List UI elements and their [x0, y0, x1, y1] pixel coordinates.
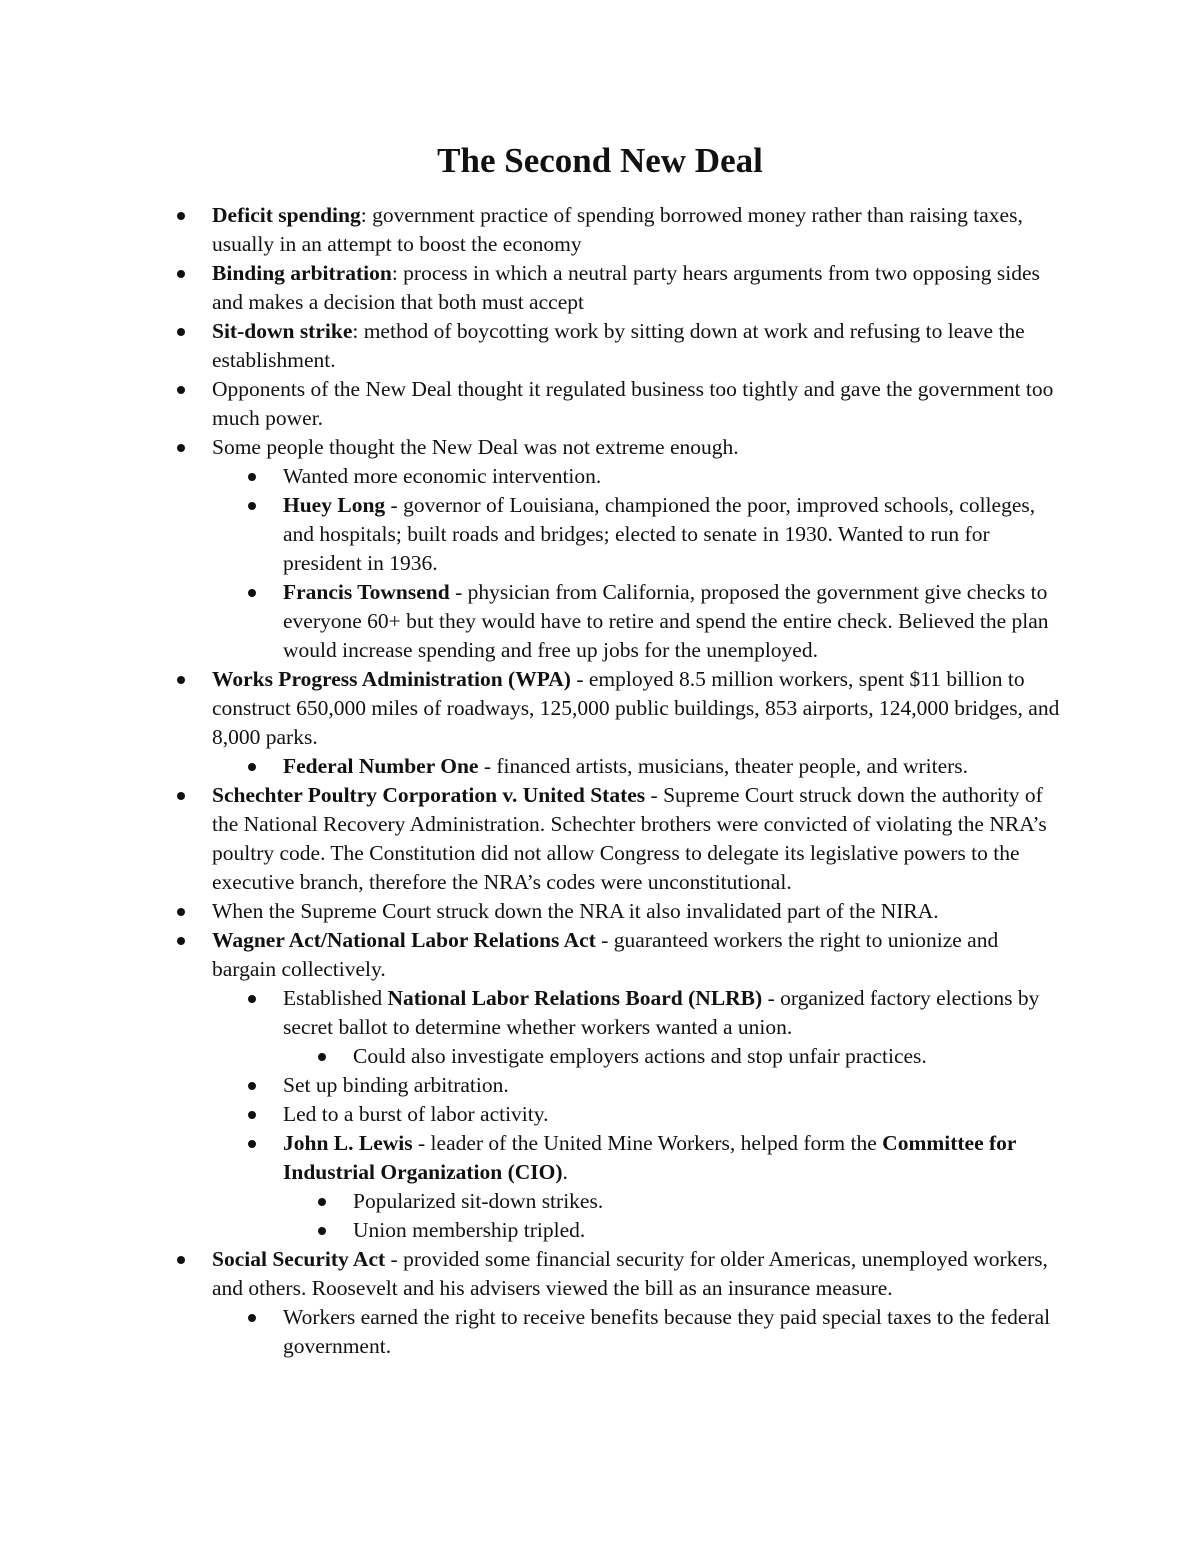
list-item — [283, 462, 1063, 491]
item-text: Set up binding arbitration. — [283, 1073, 509, 1097]
key-term: National Labor Relations Board (NLRB) — [387, 986, 763, 1010]
list-item — [283, 1071, 1063, 1100]
list-item — [212, 201, 1062, 259]
list-item — [353, 1216, 1053, 1245]
key-term: John L. Lewis — [283, 1131, 413, 1155]
item-text: Union membership tripled. — [353, 1218, 586, 1242]
key-term: Deficit spending — [212, 203, 361, 227]
item-text: Wanted more economic intervention. — [283, 464, 602, 488]
list-item — [283, 752, 1063, 781]
item-text: - financed artists, musicians, theater people, and writers. — [478, 754, 969, 778]
key-term: Schechter Poultry Corporation v. United States — [212, 783, 646, 807]
page-title: The Second New Deal — [437, 141, 763, 180]
item-text: When the Supreme Court struck down the NRA it also invalidated part of the NIRA. — [212, 899, 939, 923]
key-term: Committee for Industrial Organization (CIO) — [283, 1131, 1017, 1184]
list-item — [212, 375, 1062, 433]
item-text: - employed 8.5 million workers, spent $11 billion to construct 650,000 miles of roadways, 125,000 public buildings, 853 airports, 124,000 bridges, and 8,000 parks. — [212, 667, 1060, 749]
list-item — [212, 317, 1062, 375]
notes-bullet-list — [0, 201, 1200, 1361]
item-text: . — [562, 1160, 568, 1184]
item-text: Some people thought the New Deal was not extreme enough. — [212, 435, 739, 459]
list-item — [283, 578, 1063, 665]
item-text: - leader of the United Mine Workers, helped form the — [412, 1131, 883, 1155]
list-item — [353, 1187, 1053, 1216]
item-text: - Supreme Court struck down the authority of the National Recovery Administration. Schechter brothers were convicted of violating the NRA’s poultry code. The Constitution did not allow Congress to delegate its legislative powers to the executive branch, therefore the NRA’s codes were unconstitutional. — [212, 783, 1047, 894]
list-item — [283, 491, 1063, 578]
item-text: Workers earned the right to receive benefits because they paid special taxes to the federal government. — [283, 1305, 1051, 1358]
item-text: - provided some financial security for older Americas, unemployed workers, and others. Roosevelt and his advisers viewed the bill as an insurance measure. — [212, 1247, 1048, 1300]
list-item — [212, 781, 1062, 897]
list-item — [283, 984, 1063, 1042]
list-item — [212, 665, 1062, 752]
key-term: Binding arbitration — [212, 261, 392, 285]
key-term: Sit-down strike — [212, 319, 353, 343]
item-text: : process in which a neutral party hears arguments from two opposing sides and makes a decision that both must accept — [212, 261, 1040, 314]
list-item — [212, 926, 1062, 984]
key-term: Works Progress Administration (WPA) — [212, 667, 571, 691]
key-term: Francis Townsend — [283, 580, 450, 604]
list-item — [212, 1245, 1062, 1303]
item-text: Could also investigate employers actions and stop unfair practices. — [353, 1044, 927, 1068]
list-item — [212, 897, 1062, 926]
item-text: Popularized sit-down strikes. — [353, 1189, 604, 1213]
item-text: Opponents of the New Deal thought it regulated business too tightly and gave the government too much power. — [212, 377, 1054, 430]
item-text: Led to a burst of labor activity. — [283, 1102, 549, 1126]
item-text: - physician from California, proposed the government give checks to everyone 60+ but they would have to retire and spend the entire check. Believed the plan would increase spending and free up jobs for the unemployed. — [283, 580, 1049, 662]
item-text: : government practice of spending borrowed money rather than raising taxes, usually in an attempt to boost the economy — [212, 203, 1023, 256]
list-item — [283, 1129, 1063, 1187]
key-term: Huey Long — [283, 493, 386, 517]
key-term: Social Security Act — [212, 1247, 386, 1271]
key-term: Federal Number One — [283, 754, 479, 778]
list-item — [212, 433, 1062, 462]
item-text: - guaranteed workers the right to unionize and bargain collectively. — [212, 928, 999, 981]
list-item — [212, 259, 1062, 317]
item-text: : method of boycotting work by sitting down at work and refusing to leave the establishment. — [212, 319, 1025, 372]
list-item — [283, 1303, 1063, 1361]
list-item — [353, 1042, 1053, 1071]
key-term: Wagner Act/National Labor Relations Act — [212, 928, 596, 952]
list-item — [283, 1100, 1063, 1129]
item-text: Established — [283, 986, 388, 1010]
item-text: - organized factory elections by secret ballot to determine whether workers wanted a union. — [283, 986, 1040, 1039]
item-text: - governor of Louisiana, championed the poor, improved schools, colleges, and hospitals; built roads and bridges; elected to senate in 1930. Wanted to run for president in 1936. — [283, 493, 1036, 575]
